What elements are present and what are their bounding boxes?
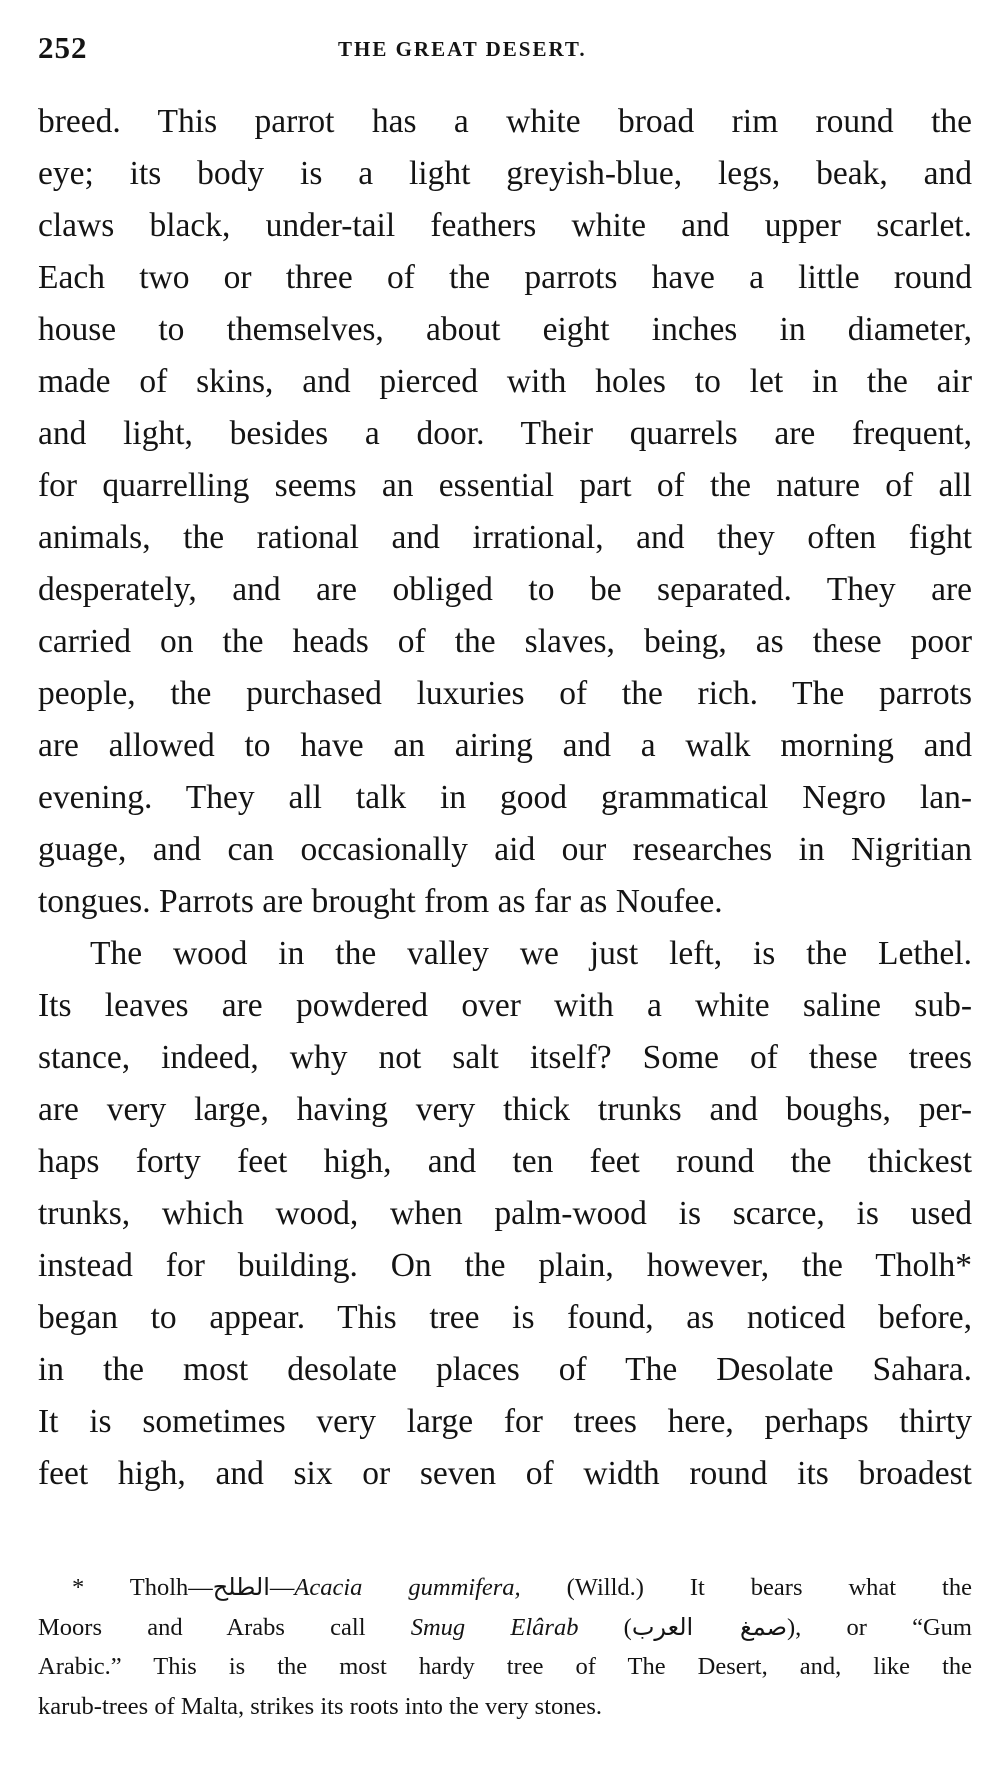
text-line: claws black, under-tail feathers white and upper scarlet. [38, 207, 972, 244]
text-line: tongues. Parrots are brought from as far as Noufee. [38, 883, 723, 920]
text-line: are very large, having very thick trunks and boughs, per- [38, 1091, 972, 1128]
footnote-text: ), or “Gum [786, 1614, 972, 1641]
footnote-arabic: الطلح [212, 1573, 270, 1601]
text-line: feet high, and six or seven of width round its broadest [38, 1455, 972, 1492]
text-line: in the most desolate places of The Desolate Sahara. [38, 1351, 972, 1388]
text-line: haps forty feet high, and ten feet round the thickest [38, 1143, 972, 1180]
footnote-line [38, 1607, 972, 1647]
text-line: made of skins, and pierced with holes to let in the air [38, 363, 972, 400]
page-number: 252 [38, 30, 88, 65]
page-header [38, 30, 968, 70]
text-line: It is sometimes very large for trees here, perhaps thirty [38, 1403, 972, 1440]
text-line: eye; its body is a light greyish-blue, legs, beak, and [38, 155, 972, 192]
text-line: guage, and can occasionally aid our researches in Nigritian [38, 831, 972, 868]
text-line: The wood in the valley we just left, is the Lethel. [90, 935, 972, 972]
running-title: THE GREAT DESERT. [338, 37, 587, 61]
text-line: trunks, which wood, when palm-wood is scarce, is used [38, 1195, 972, 1232]
text-line: instead for building. On the plain, however, the Tholh* [38, 1247, 972, 1284]
footnote-italic: Smug Elârab [410, 1614, 579, 1641]
text-line: house to themselves, about eight inches in diameter, [38, 311, 972, 348]
text-line: carried on the heads of the slaves, being, as these poor [38, 623, 972, 660]
footnote-line: karub-trees of Malta, strikes its roots into the very stones. [38, 1693, 603, 1720]
text-line: desperately, and are obliged to be separated. They are [38, 571, 972, 608]
footnote-text: (Willd.) It bears what the [520, 1574, 972, 1601]
text-line: evening. They all talk in good grammatical Negro lan- [38, 779, 972, 816]
text-line: Each two or three of the parrots have a little round [38, 259, 972, 296]
footnote-text: ( [578, 1614, 632, 1641]
text-line: Its leaves are powdered over with a white saline sub- [38, 987, 972, 1024]
text-line: for quarrelling seems an essential part of the nature of all [38, 467, 972, 504]
text-line: are allowed to have an airing and a walk morning and [38, 727, 972, 764]
footnote [38, 1567, 972, 1727]
text-line: people, the purchased luxuries of the rich. The parrots [38, 675, 972, 712]
footnote-arabic: صمغ العرب [631, 1613, 787, 1641]
text-line: began to appear. This tree is found, as noticed before, [38, 1299, 972, 1336]
text-line: stance, indeed, why not salt itself? Some of these trees [38, 1039, 972, 1076]
text-line: and light, besides a door. Their quarrels are frequent, [38, 415, 972, 452]
text-line: animals, the rational and irrational, and they often fight [38, 519, 972, 556]
body-text [38, 96, 972, 1500]
text-line: breed. This parrot has a white broad rim round the [38, 103, 972, 140]
footnote-text: * Tholh— [72, 1574, 213, 1601]
footnote-italic: Acacia gummifera, [294, 1574, 521, 1601]
footnote-line [38, 1567, 972, 1607]
footnote-line: Arabic.” This is the most hardy tree of The Desert, and, like the [38, 1653, 972, 1680]
footnote-text: — [269, 1574, 295, 1601]
footnote-text: Moors and Arabs call [38, 1614, 411, 1641]
